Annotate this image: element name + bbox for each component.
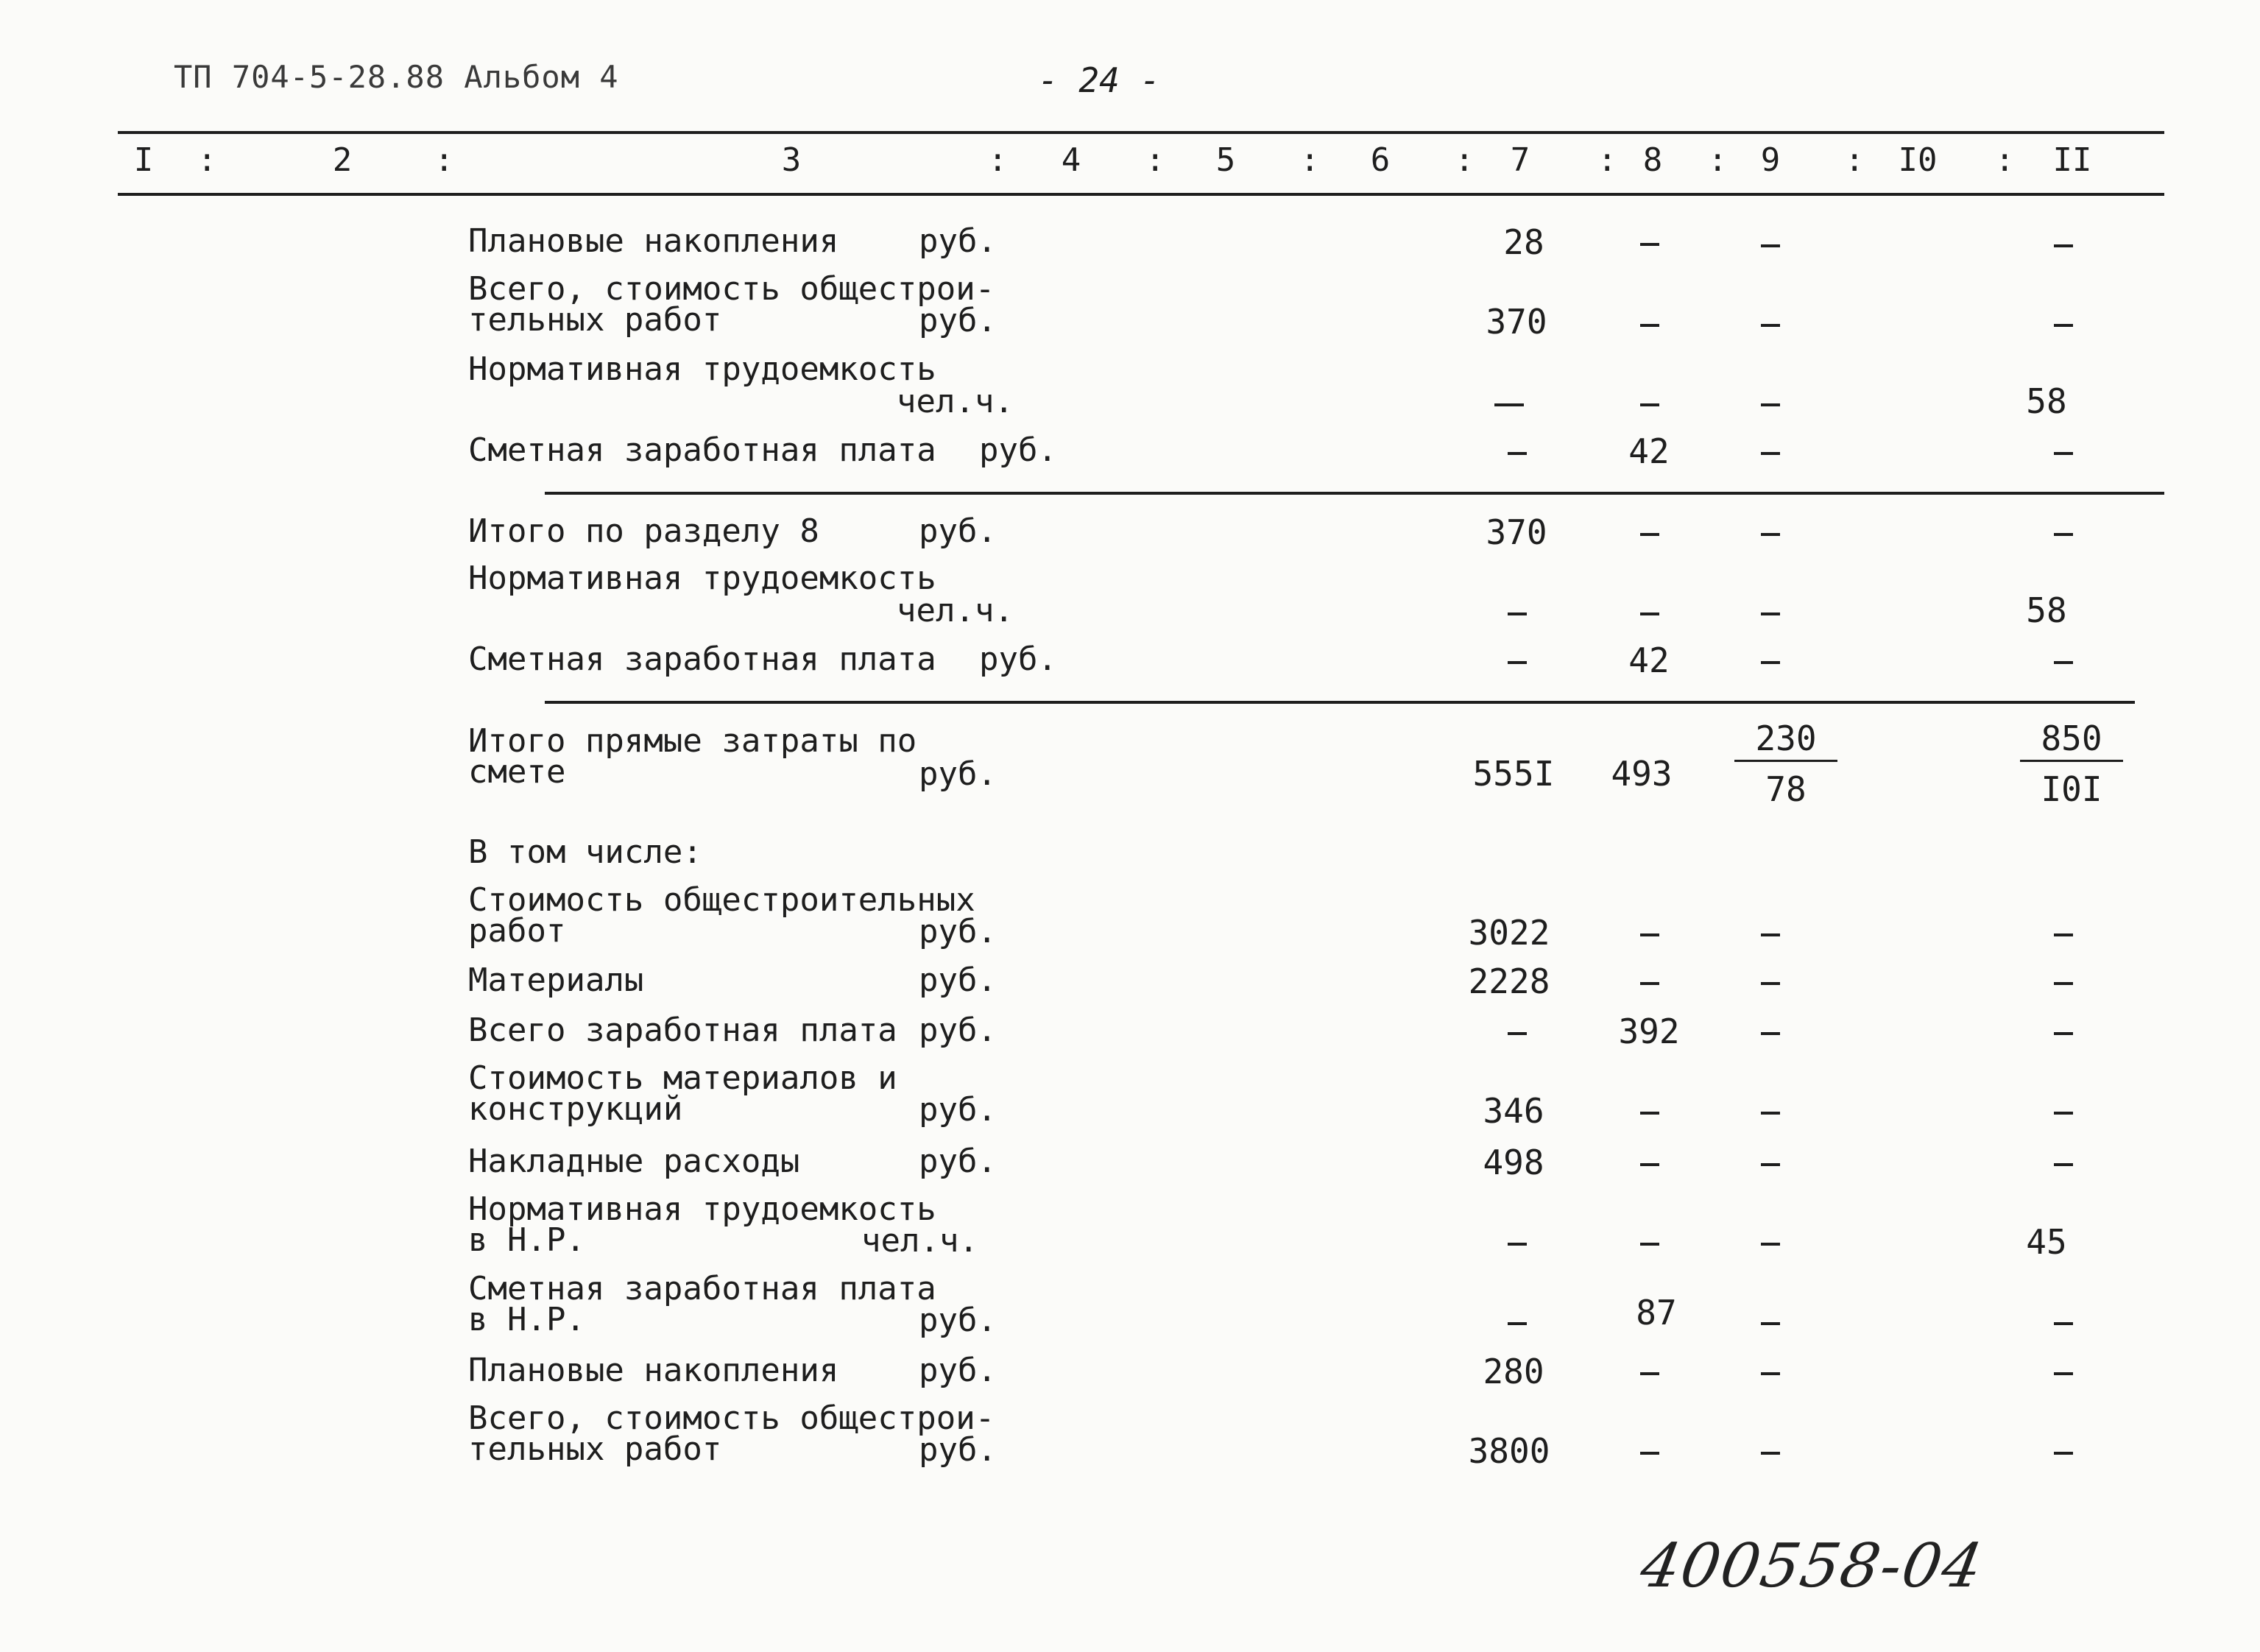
dash-col11 (2054, 982, 2073, 985)
dash-col8 (1640, 1112, 1659, 1115)
row-value-col7: 2228 (1468, 961, 1550, 1001)
dash-col9 (1761, 1032, 1780, 1035)
table-top-rule (118, 131, 2164, 134)
row-unit: руб. (919, 1352, 997, 1389)
dash-col11 (2054, 661, 2073, 664)
row-label: Плановые накопления (468, 1352, 839, 1389)
dash-col8 (1640, 613, 1659, 615)
row-label: Сметная заработная плата (468, 640, 936, 678)
dash-col9 (1761, 403, 1780, 406)
dash-col9 (1761, 982, 1780, 985)
subsection-label: В том числе: (468, 833, 702, 871)
dash-col9 (1761, 613, 1780, 615)
row-unit: руб. (919, 1431, 997, 1469)
dash-col9 (1761, 244, 1780, 247)
document-reference: ТП 704-5-28.88 Альбом 4 (174, 59, 619, 95)
dash-col8 (1640, 1163, 1659, 1166)
section-rule (545, 701, 2135, 704)
dash-col9 (1761, 1372, 1780, 1375)
dash-col9 (1761, 533, 1780, 536)
dash-col7 (1508, 1322, 1527, 1325)
dash-col8 (1640, 1243, 1659, 1246)
row-label: Сметная заработная плата в Н.Р. (468, 1270, 936, 1338)
table-header-rule (118, 193, 2164, 196)
dash-col11 (2054, 1112, 2073, 1115)
page-number: - 24 - (1038, 60, 1161, 100)
fraction-numerator: 230 (1734, 721, 1837, 762)
dash-col11 (2054, 324, 2073, 327)
row-value-col7: 346 (1483, 1091, 1544, 1131)
column-separator: : (1708, 141, 1728, 179)
section-rule (545, 492, 2164, 495)
row-unit: руб. (919, 961, 997, 999)
dash-col8 (1640, 324, 1659, 327)
row-label: Итого по разделу 8 (468, 512, 819, 550)
dash-col11 (2054, 533, 2073, 536)
row-value-col7: 280 (1483, 1352, 1544, 1391)
dash-col9 (1761, 452, 1780, 455)
row-unit: руб. (979, 640, 1057, 678)
row-label: Сметная заработная плата (468, 431, 936, 469)
column-header-3: 3 (781, 141, 802, 179)
dash-col7 (1508, 661, 1527, 664)
column-header-2: 2 (332, 141, 353, 179)
dash-col9 (1761, 1163, 1780, 1166)
row-value-col11: 58 (2026, 590, 2067, 630)
row-value-col7: 498 (1483, 1143, 1544, 1182)
handwritten-document-number: 400558-04 (1635, 1531, 1989, 1601)
dash-col8 (1640, 933, 1659, 936)
column-header-9: 9 (1760, 141, 1781, 179)
row-value-col8: 42 (1628, 640, 1670, 680)
row-label: Стоимость материалов и конструкций (468, 1059, 897, 1128)
dash-col11 (2054, 1163, 2073, 1166)
row-value-col7: 370 (1486, 302, 1547, 342)
row-value-col11: 45 (2026, 1222, 2067, 1262)
row-value-col8: 42 (1628, 431, 1670, 471)
row-unit: руб. (919, 302, 997, 339)
column-separator: : (988, 141, 1008, 179)
row-value-col7: 3800 (1468, 1431, 1550, 1471)
dash-col11 (2054, 244, 2073, 247)
column-header-6: 6 (1370, 141, 1391, 179)
row-value-col7: 3022 (1468, 913, 1550, 953)
row-label: Стоимость общестроительных работ (468, 881, 975, 950)
row-value-col7: 28 (1503, 222, 1544, 262)
dash-col9 (1761, 1112, 1780, 1115)
column-separator: : (1145, 141, 1165, 179)
row-unit: руб. (919, 755, 997, 793)
dash-col9 (1761, 324, 1780, 327)
row-value-col11: 58 (2026, 381, 2067, 421)
column-separator: : (1455, 141, 1475, 179)
row-label: Итого прямые затраты по смете (468, 722, 917, 791)
row-value-col7: 555I (1472, 754, 1555, 794)
row-value-col7: 370 (1486, 512, 1547, 552)
fraction-numerator: 850 (2020, 721, 2123, 762)
row-unit: чел.ч. (897, 592, 1014, 629)
fraction-col9 (1734, 719, 1837, 809)
dash-col7 (1494, 403, 1524, 406)
column-header-8: 8 (1642, 141, 1663, 179)
row-unit: руб. (919, 222, 997, 260)
dash-col11 (2054, 1452, 2073, 1455)
row-unit: руб. (919, 913, 997, 950)
dash-col8 (1640, 243, 1659, 246)
dash-col11 (2054, 1372, 2073, 1375)
row-label: Нормативная трудоемкость (468, 350, 936, 388)
row-unit: руб. (919, 512, 997, 550)
fraction-denominator: I0I (2041, 769, 2102, 809)
dash-col8 (1640, 403, 1659, 406)
dash-col8 (1640, 1452, 1659, 1455)
dash-col8 (1640, 982, 1659, 985)
column-header-1: I (133, 141, 154, 179)
column-separator: : (1845, 141, 1865, 179)
row-label: Всего заработная плата (468, 1012, 897, 1049)
dash-col9 (1761, 1322, 1780, 1325)
row-unit: руб. (919, 1012, 997, 1049)
dash-col7 (1508, 613, 1527, 615)
dash-col11 (2054, 1322, 2073, 1325)
dash-col9 (1761, 661, 1780, 664)
row-unit: руб. (979, 431, 1057, 469)
fraction-col11 (2020, 719, 2123, 809)
column-header-11: II (2052, 141, 2092, 179)
column-header-7: 7 (1510, 141, 1530, 179)
dash-col7 (1508, 1032, 1527, 1035)
row-label: Плановые накопления (468, 222, 839, 260)
column-separator: : (1597, 141, 1617, 179)
row-unit: руб. (919, 1302, 997, 1339)
dash-col9 (1761, 1243, 1780, 1246)
row-value-col8: 493 (1611, 754, 1673, 794)
dash-col9 (1761, 1452, 1780, 1455)
dash-col11 (2054, 1032, 2073, 1035)
column-header-4: 4 (1061, 141, 1081, 179)
row-unit: руб. (919, 1143, 997, 1180)
dash-col7 (1508, 452, 1527, 455)
dash-col8 (1640, 1372, 1659, 1375)
row-label: Нормативная трудоемкость (468, 560, 936, 597)
column-separator: : (1300, 141, 1320, 179)
dash-col7 (1508, 1243, 1527, 1246)
dash-col11 (2054, 452, 2073, 455)
dash-col8 (1640, 533, 1659, 536)
column-separator: : (1995, 141, 2015, 179)
column-separator: : (197, 141, 217, 179)
row-label: Материалы (468, 961, 644, 999)
row-label: Накладные расходы (468, 1143, 800, 1180)
row-label: Всего, стоимость общестрои- тельных работ (468, 270, 995, 339)
row-unit: руб. (919, 1091, 997, 1129)
fraction-denominator: 78 (1765, 769, 1807, 809)
column-header-5: 5 (1215, 141, 1236, 179)
row-value-col8: 87 (1636, 1293, 1677, 1332)
row-unit: чел.ч. (897, 383, 1014, 420)
row-value-col8: 392 (1618, 1012, 1680, 1051)
row-label: Всего, стоимость общестрои- тельных работ (468, 1399, 995, 1468)
row-label: Нормативная трудоемкость в Н.Р. (468, 1190, 936, 1259)
dash-col9 (1761, 933, 1780, 936)
dash-col11 (2054, 933, 2073, 936)
column-separator: : (434, 141, 454, 179)
row-unit: чел.ч. (861, 1222, 978, 1260)
column-header-10: I0 (1898, 141, 1938, 179)
